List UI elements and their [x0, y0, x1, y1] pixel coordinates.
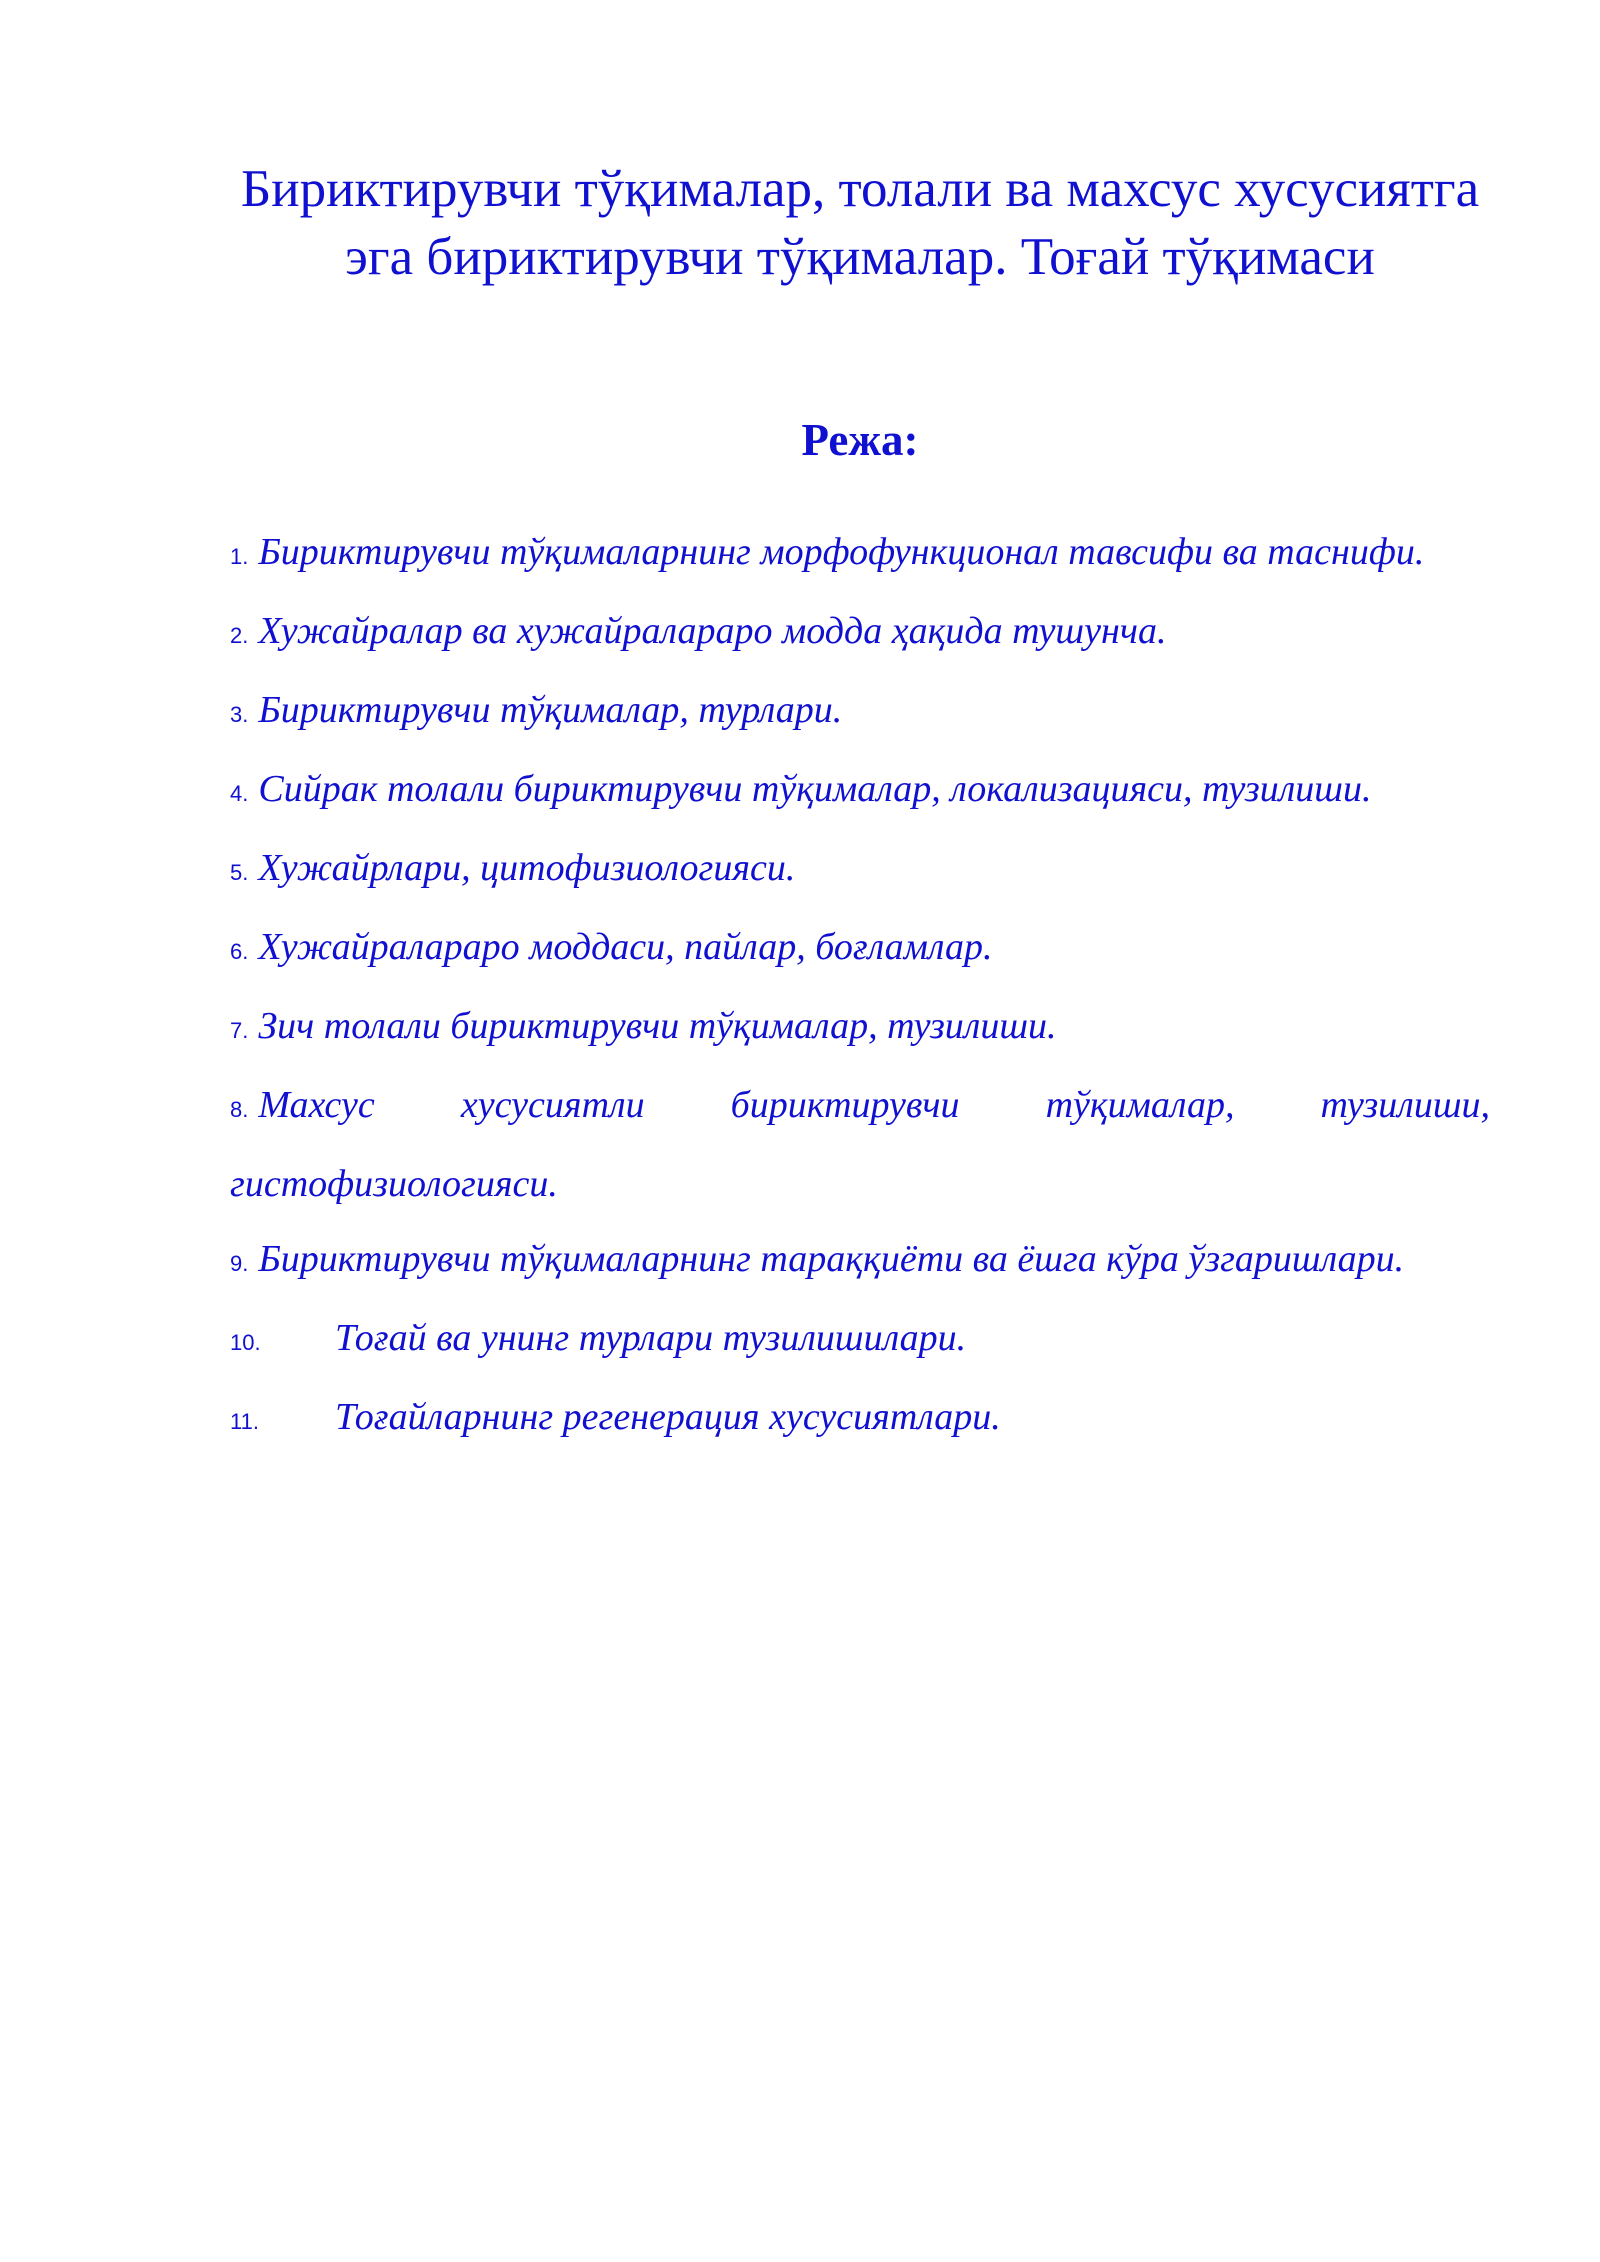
- plan-item: [230, 515, 1490, 594]
- plan-heading: Режа:: [801, 415, 919, 465]
- plan-item-text: Сийрак толали бириктирувчи тўқималар, локализацияси, тузилиши.: [258, 768, 1372, 810]
- plan-item-number: 1.: [230, 544, 249, 569]
- plan-item: [230, 673, 1490, 752]
- plan-item-text: Зич толали бириктирувчи тўқималар, тузилиши.: [258, 1005, 1057, 1047]
- plan-item: [230, 1301, 1490, 1380]
- plan-item-number: 3.: [230, 702, 249, 727]
- plan-item-text: Тоғайларнинг регенерация хусусиятлари.: [335, 1396, 1001, 1438]
- plan-item-text: Махсус хусусиятли бириктирувчи тўқималар, тузилиши, гистофизиологияси.: [230, 1084, 1490, 1205]
- plan-item-text: Хужайралараро моддаси, пайлар, боғламлар.: [258, 926, 993, 968]
- plan-item: [230, 1222, 1490, 1301]
- plan-item-text: Тоғай ва унинг турлари тузилишилари.: [335, 1317, 967, 1359]
- plan-item: [230, 594, 1490, 673]
- plan-item: [230, 831, 1490, 910]
- plan-item-number: 5.: [230, 860, 249, 885]
- plan-item-number: 9.: [230, 1251, 249, 1276]
- plan-item-number: 8.: [230, 1097, 249, 1122]
- plan-item: [230, 989, 1490, 1068]
- plan-item-number: 6.: [230, 939, 249, 964]
- plan-item-number: 4.: [230, 781, 249, 806]
- plan-item-number: 7.: [230, 1018, 249, 1043]
- plan-item-text: Бириктирувчи тўқималарнинг морфофункционал тавсифи ва таснифи.: [258, 531, 1425, 573]
- plan-item-text: Бириктирувчи тўқималар, турлари.: [258, 689, 843, 731]
- plan-item-number: 10.: [230, 1330, 261, 1355]
- plan-item-text: Бириктирувчи тўқималарнинг тараққиёти ва ёшга кўра ўзгаришлари.: [258, 1238, 1405, 1280]
- document-title: Бириктирувчи тўқималар, толали ва махсус хусусиятга эга бириктирувчи тўқималар. Тоғай тўқимаси: [240, 160, 1480, 286]
- plan-item-number: 2.: [230, 623, 249, 648]
- plan-list: [230, 515, 1490, 1459]
- plan-item-text: Хужайралар ва хужайралараро модда ҳақида тушунча.: [258, 610, 1167, 652]
- plan-item: [230, 1380, 1490, 1459]
- plan-item-text: Хужайрлари, цитофизиологияси.: [258, 847, 796, 889]
- plan-item-number: 11.: [230, 1409, 259, 1434]
- plan-item: [230, 752, 1490, 831]
- plan-item: [230, 1068, 1490, 1222]
- plan-item: [230, 910, 1490, 989]
